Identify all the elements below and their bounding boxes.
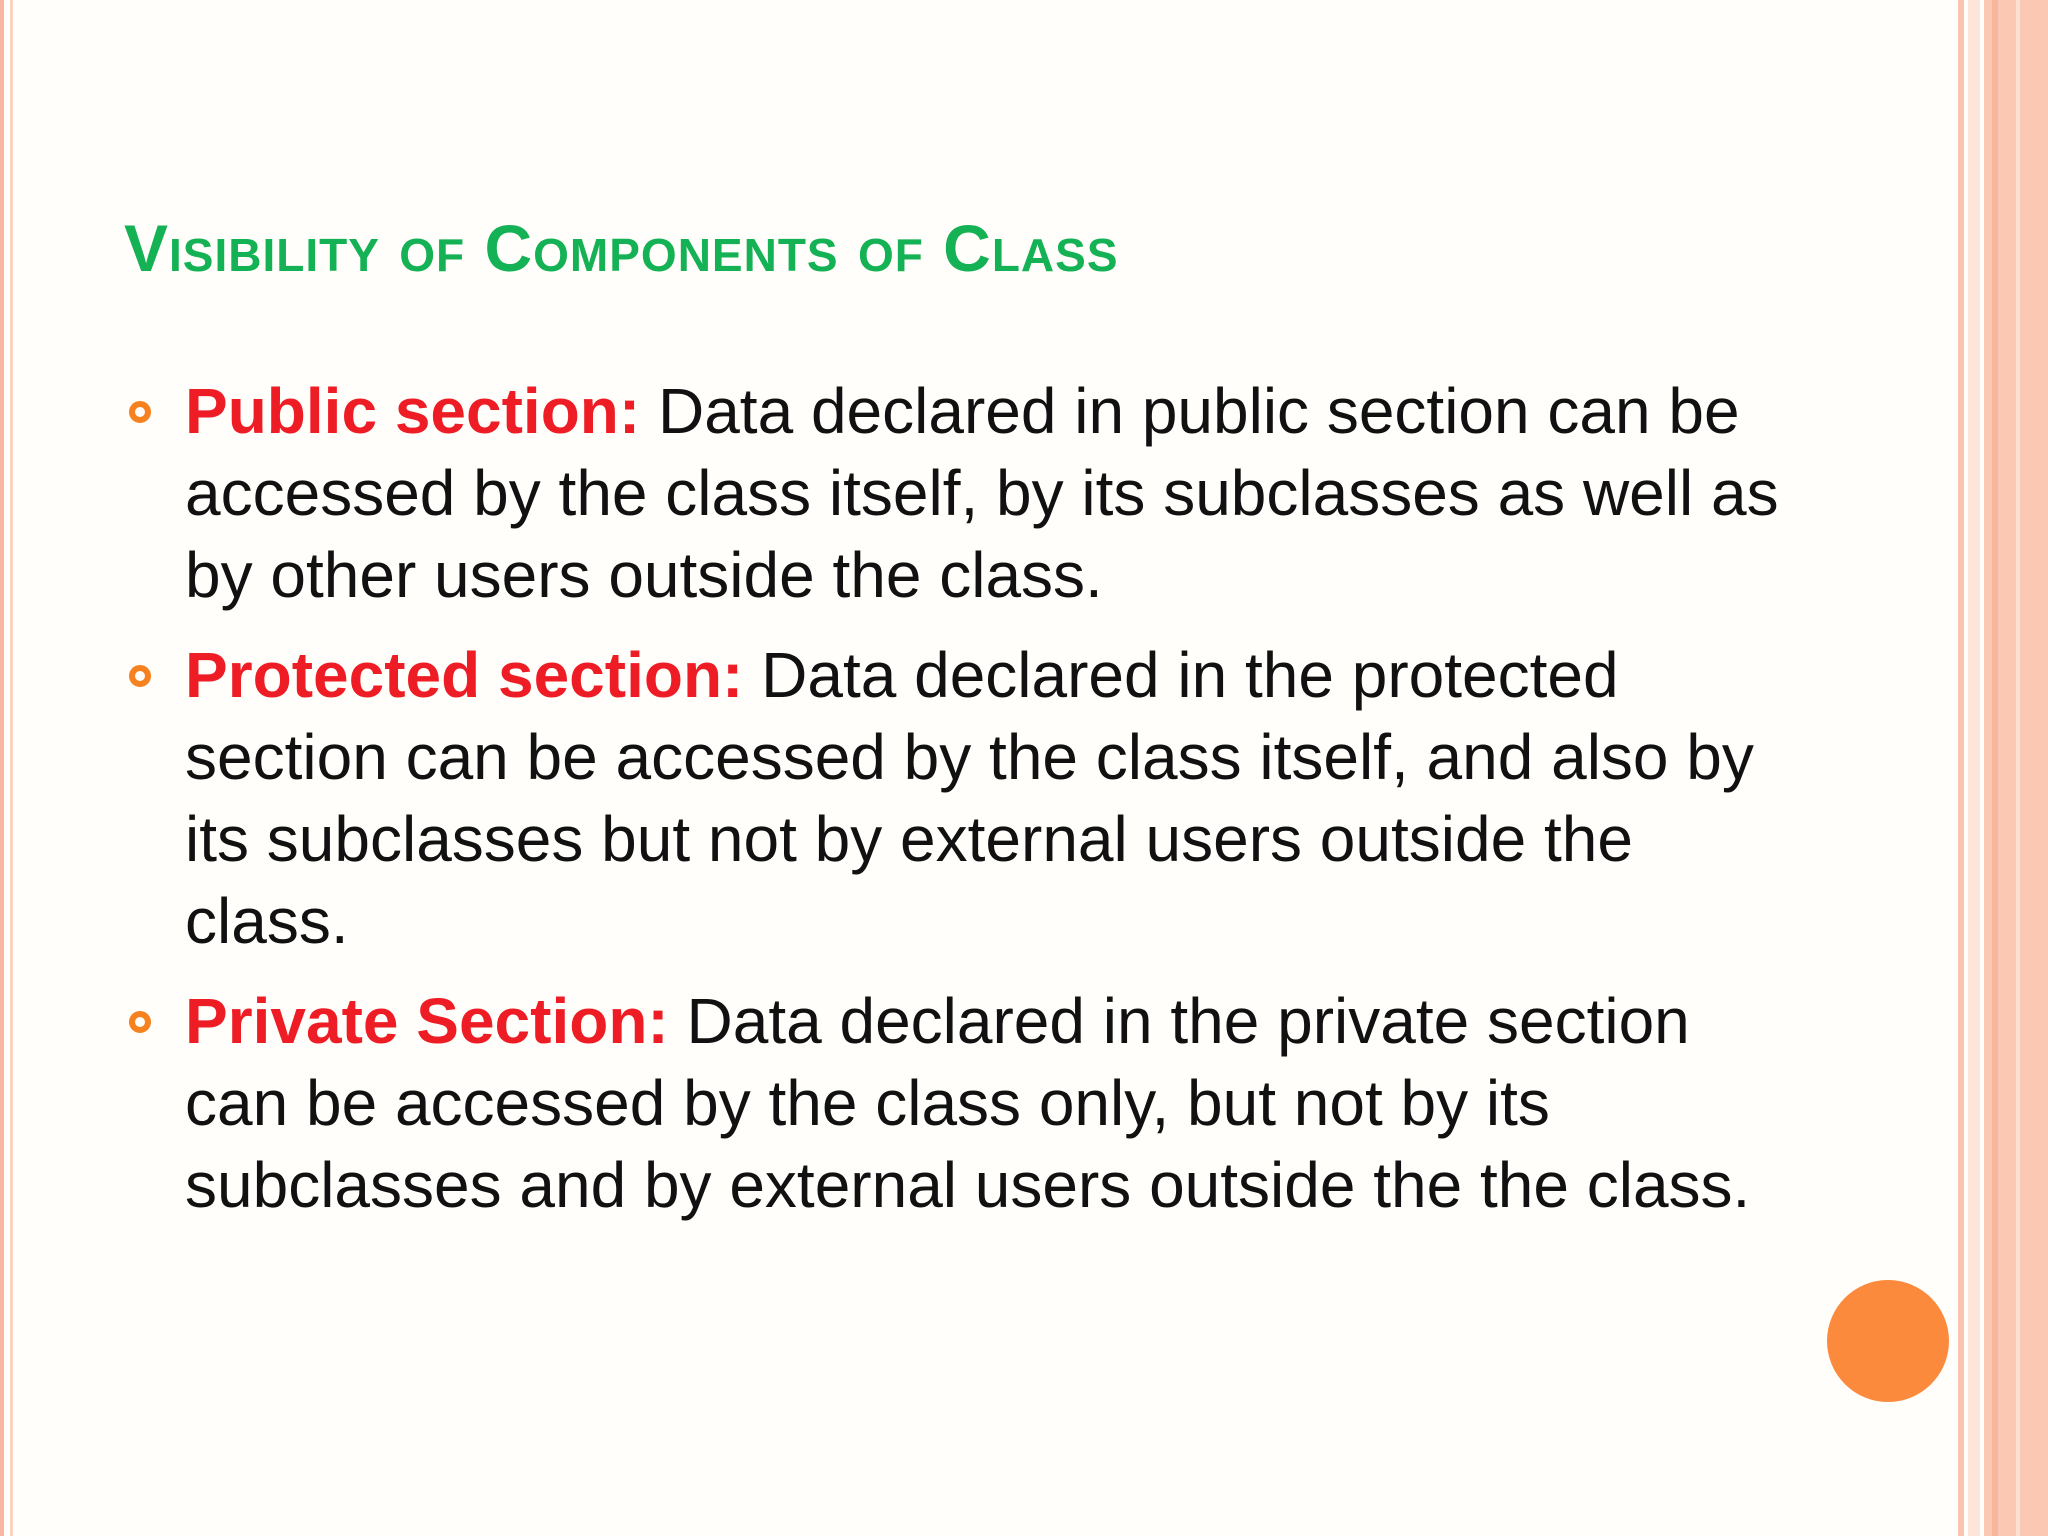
bullet-item-private [124, 980, 1784, 1226]
left-border-stripe-inner [10, 0, 13, 1536]
right-border-line-light [2016, 0, 2020, 1536]
right-border-stripe [1958, 0, 1964, 1536]
bullet-text: Data declared in public section can be accessed by the class itself, by its subclasses as well as by other users outside the class. [185, 375, 1779, 611]
slide-title: Visibility of Components of Class [124, 211, 1119, 285]
hollow-circle-bullet-icon [129, 401, 151, 423]
right-border-stripe-light [1968, 0, 1980, 1536]
right-border-line [1992, 0, 1998, 1536]
bullet-item-protected [124, 634, 1784, 962]
bullet-item-public [124, 370, 1784, 616]
orange-circle-decoration [1827, 1280, 1949, 1402]
bullet-term: Private Section: [185, 985, 669, 1057]
left-border-stripe [0, 0, 4, 1536]
bullet-list [124, 370, 1784, 1244]
bullet-term: Protected section: [185, 639, 744, 711]
bullet-term: Public section: [185, 375, 641, 447]
bullet-text: Data declared in the private section can be accessed by the class only, but not by its subclasses and by external users outside the the class. [185, 985, 1751, 1221]
hollow-circle-bullet-icon [129, 665, 151, 687]
hollow-circle-bullet-icon [129, 1011, 151, 1033]
bullet-text: Data declared in the protected section can be accessed by the class itself, and also by its subclasses but not by external users outside the class. [185, 639, 1754, 957]
